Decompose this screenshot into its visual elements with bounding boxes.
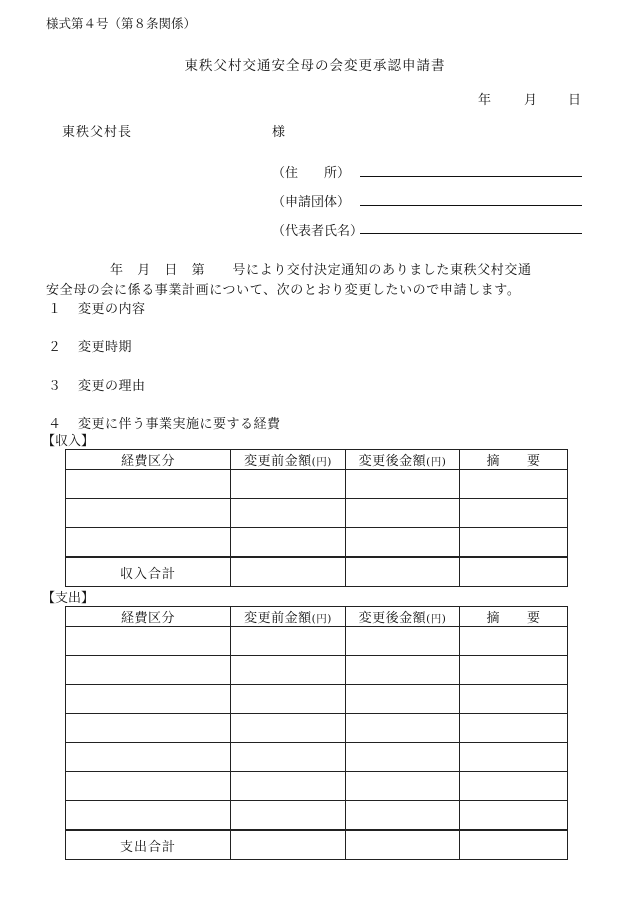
addressee-name: 東秩父村長 [62,125,133,140]
form-number: 様式第４号（第８条関係） [46,16,197,31]
after-cell[interactable] [346,627,460,656]
expense-row [66,743,568,772]
category-cell[interactable] [66,499,231,528]
remarks-cell[interactable] [460,470,568,499]
before-cell[interactable] [231,656,346,685]
before-cell[interactable] [231,470,346,499]
before-amount-header: 変更前金額(円) [231,450,346,470]
section-title: 変更の内容 [78,302,146,317]
income-table-label: 【収入】 [42,434,95,449]
category-header: 経費区分 [66,450,231,470]
before-cell[interactable] [231,772,346,801]
expense-row [66,801,568,831]
unit-label: (円) [426,613,447,625]
section-number: ３ [48,379,62,394]
addressee-honorific: 様 [272,125,286,140]
income-row [66,499,568,528]
after-cell[interactable] [346,499,460,528]
income-total-label: 収入合計 [66,557,231,587]
income-total-row [66,557,568,587]
income-row [66,470,568,499]
unit-label: (円) [426,456,447,468]
body-line-1: 年 月 日 第 号により交付決定通知のありました東秩父村交通 [110,263,532,278]
after-cell[interactable] [346,772,460,801]
address-field-row [272,162,360,181]
expense-total-row [66,830,568,860]
application-body [46,261,586,301]
expense-row [66,772,568,801]
category-cell[interactable] [66,743,231,772]
before-cell[interactable] [231,528,346,558]
section-title: 変更に伴う事業実施に要する経費 [78,417,281,432]
unit-label: (円) [311,456,332,468]
remarks-cell[interactable] [460,528,568,558]
before-cell[interactable] [231,685,346,714]
date-month-label: 月 [524,93,538,108]
income-row [66,528,568,558]
representative-line[interactable] [360,233,582,234]
section-title: 変更の理由 [78,379,146,394]
expense-row [66,714,568,743]
remarks-cell[interactable] [460,499,568,528]
before-cell[interactable] [231,714,346,743]
date-line [478,89,581,108]
remarks-cell[interactable] [460,772,568,801]
income-table [65,449,568,587]
before-cell[interactable] [231,743,346,772]
after-total-cell[interactable] [346,830,460,860]
remarks-cell[interactable] [460,656,568,685]
section-change-reason [48,375,146,394]
expense-table [65,606,568,860]
category-cell[interactable] [66,528,231,558]
section-number: ２ [48,340,62,355]
section-title: 変更時期 [78,340,133,355]
expense-row [66,685,568,714]
representative-label: （代表者氏名） [272,224,364,239]
remarks-cell[interactable] [460,714,568,743]
section-number: ４ [48,417,62,432]
after-amount-header: 変更後金額(円) [346,450,460,470]
after-cell[interactable] [346,470,460,499]
after-total-cell[interactable] [346,557,460,587]
remarks-cell[interactable] [460,743,568,772]
after-cell[interactable] [346,743,460,772]
after-cell[interactable] [346,685,460,714]
category-cell[interactable] [66,627,231,656]
remarks-total-cell[interactable] [460,557,568,587]
remarks-header: 摘 要 [460,607,568,627]
after-cell[interactable] [346,714,460,743]
before-cell[interactable] [231,801,346,831]
expense-total-label: 支出合計 [66,830,231,860]
expense-row [66,627,568,656]
remarks-total-cell[interactable] [460,830,568,860]
address-label: （住 所） [272,166,351,181]
address-line[interactable] [360,176,582,177]
after-cell[interactable] [346,528,460,558]
section-change-content [48,298,146,317]
organization-line[interactable] [360,205,582,206]
remarks-header: 摘 要 [460,450,568,470]
expense-table-label: 【支出】 [42,591,95,606]
expense-row [66,656,568,685]
organization-field-row [272,191,360,210]
category-cell[interactable] [66,656,231,685]
remarks-cell[interactable] [460,801,568,831]
organization-label: （申請団体） [272,195,351,210]
section-change-timing [48,336,132,355]
before-total-cell[interactable] [231,830,346,860]
before-amount-header: 変更前金額(円) [231,607,346,627]
after-amount-header: 変更後金額(円) [346,607,460,627]
expense-header-row [66,607,568,627]
category-cell[interactable] [66,772,231,801]
document-title: 東秩父村交通安全母の会変更承認申請書 [184,58,446,74]
section-number: １ [48,302,62,317]
after-cell[interactable] [346,801,460,831]
category-cell[interactable] [66,714,231,743]
before-cell[interactable] [231,627,346,656]
before-cell[interactable] [231,499,346,528]
after-cell[interactable] [346,656,460,685]
before-total-cell[interactable] [231,557,346,587]
category-cell[interactable] [66,470,231,499]
date-day-label: 日 [568,93,582,108]
remarks-cell[interactable] [460,627,568,656]
representative-field-row [272,220,364,239]
date-year-label: 年 [478,93,492,108]
category-cell[interactable] [66,801,231,831]
unit-label: (円) [311,613,332,625]
category-header: 経費区分 [66,607,231,627]
income-header-row [66,450,568,470]
category-cell[interactable] [66,685,231,714]
remarks-cell[interactable] [460,685,568,714]
body-line-2: 安全母の会に係る事業計画について、次のとおり変更したいので申請します。 [46,283,521,298]
